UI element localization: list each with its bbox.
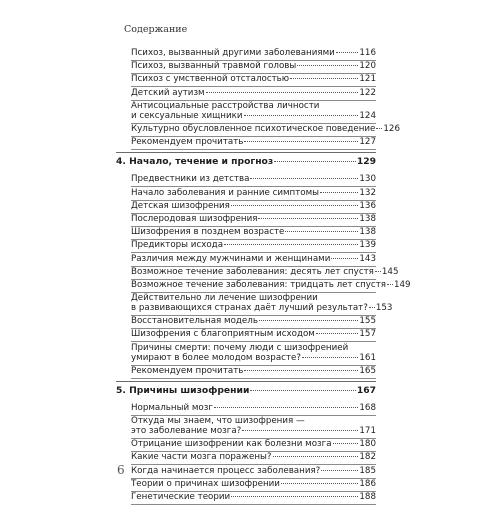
toc-entry-title: Рекомендуем прочитать bbox=[131, 137, 244, 147]
leader-dots bbox=[242, 430, 358, 431]
toc-entry[interactable] bbox=[131, 403, 376, 413]
toc-entry[interactable] bbox=[131, 452, 376, 462]
leader-dots bbox=[244, 370, 358, 371]
toc-entry[interactable] bbox=[131, 61, 376, 71]
toc-entry-page: 138 bbox=[359, 227, 376, 238]
toc-entry-title: это заболевание мозга? bbox=[131, 426, 242, 437]
toc-entry[interactable] bbox=[131, 439, 376, 449]
toc-entry-title-line1: Действительно ли лечение шизофрении bbox=[131, 293, 318, 304]
toc-entry[interactable] bbox=[131, 201, 376, 211]
toc-entry-title-line1: Антисоциальные расстройства личности bbox=[131, 100, 320, 111]
toc-entry-page: 188 bbox=[359, 492, 376, 502]
toc-entry[interactable] bbox=[131, 227, 376, 237]
running-head: Содержание bbox=[124, 24, 188, 35]
toc-chapter-4[interactable] bbox=[116, 157, 376, 167]
toc-entry[interactable] bbox=[131, 88, 376, 98]
leader-dots bbox=[369, 307, 375, 308]
toc-entry[interactable] bbox=[131, 280, 411, 290]
toc-entry[interactable] bbox=[131, 316, 376, 326]
leader-dots bbox=[273, 456, 359, 457]
leader-dots bbox=[258, 218, 358, 219]
toc-entry-title: умирают в более молодом возрасте? bbox=[131, 352, 301, 363]
toc-entry[interactable] bbox=[131, 329, 376, 339]
toc-entry[interactable] bbox=[131, 254, 376, 264]
toc-entry-title: Шизофрения в позднем возрасте bbox=[131, 227, 285, 238]
leader-dots bbox=[206, 92, 359, 93]
toc-entry-page: 130 bbox=[359, 174, 376, 185]
toc-entry[interactable] bbox=[131, 366, 376, 376]
leader-dots bbox=[285, 231, 358, 232]
toc-entry[interactable] bbox=[131, 492, 376, 502]
toc-entry-page: 171 bbox=[359, 426, 376, 437]
toc-entry-title-line1: Откуда мы знаем, что шизофрения — bbox=[131, 416, 305, 427]
toc-entry-page: 149 bbox=[394, 280, 411, 290]
toc-chapter-page: 129 bbox=[356, 156, 376, 168]
toc-entry-title: Теории о причинах шизофрении bbox=[131, 478, 280, 489]
leader-dots bbox=[259, 320, 358, 321]
leader-dots bbox=[331, 258, 358, 259]
toc-entry-page: 180 bbox=[359, 439, 376, 450]
leader-dots bbox=[274, 161, 356, 162]
leader-dots bbox=[244, 115, 359, 116]
toc-entry-title: Возможное течение заболевания: тридцать лет спустя bbox=[131, 280, 386, 290]
toc-entry-page: 139 bbox=[359, 240, 376, 251]
leader-dots bbox=[244, 141, 358, 142]
leader-dots bbox=[231, 205, 359, 206]
toc-entry[interactable] bbox=[131, 214, 376, 224]
leader-dots bbox=[316, 333, 359, 334]
toc-entry[interactable] bbox=[131, 240, 376, 250]
toc-entry-page: 155 bbox=[359, 316, 376, 327]
leader-dots bbox=[224, 244, 358, 245]
section-divider bbox=[116, 381, 376, 382]
toc-entry[interactable] bbox=[131, 466, 376, 476]
toc-entry-page: 153 bbox=[375, 303, 393, 314]
toc-entry[interactable] bbox=[131, 416, 376, 436]
toc-entry-page: 138 bbox=[359, 214, 376, 224]
toc-entry[interactable] bbox=[131, 137, 376, 147]
toc-entry-title: Нормальный мозг bbox=[131, 403, 213, 413]
toc-entry[interactable] bbox=[131, 479, 376, 489]
toc-entry-page: 132 bbox=[359, 187, 376, 198]
leader-dots bbox=[333, 443, 359, 444]
toc-entry-page: 168 bbox=[359, 403, 376, 413]
toc-entry-title: Шизофрения с благоприятным исходом bbox=[131, 329, 315, 340]
toc-entry-page: 157 bbox=[359, 329, 376, 340]
toc-entry-page: 124 bbox=[359, 110, 376, 121]
toc-entry-title: Начало заболевания и ранние симптомы bbox=[131, 187, 320, 198]
section-divider bbox=[116, 152, 376, 153]
toc-entry[interactable] bbox=[131, 74, 376, 84]
toc-entry-title: Восстановительная модель bbox=[131, 316, 258, 327]
toc-entry-page: 161 bbox=[359, 352, 376, 363]
leader-dots bbox=[320, 192, 358, 193]
leader-dots bbox=[336, 52, 359, 53]
toc-entry[interactable] bbox=[131, 343, 376, 363]
toc-entry-page: 186 bbox=[359, 478, 376, 489]
toc-entry-title: Психоз, вызванный другими заболеваниями bbox=[131, 48, 335, 58]
toc-entry[interactable] bbox=[131, 48, 376, 58]
toc-entry[interactable] bbox=[131, 101, 376, 121]
leader-dots bbox=[321, 470, 358, 471]
toc-chapter-5[interactable] bbox=[116, 386, 376, 396]
toc-entry-title: Возможное течение заболевания: десять лет спустя bbox=[131, 266, 374, 277]
toc-entry-title: Детский аутизм bbox=[131, 87, 205, 98]
toc-entry-page: 185 bbox=[359, 465, 376, 476]
leader-dots bbox=[376, 128, 382, 129]
leader-dots bbox=[387, 284, 393, 285]
leader-dots bbox=[302, 357, 358, 358]
leader-dots bbox=[250, 178, 358, 179]
toc-entry[interactable] bbox=[131, 174, 376, 184]
toc-entry-page: 126 bbox=[383, 123, 400, 134]
leader-dots bbox=[214, 407, 358, 408]
toc-chapter-title: 4. Начало, течение и прогноз bbox=[116, 156, 274, 168]
toc-entry-title: Когда начинается процесс заболевания? bbox=[131, 465, 321, 476]
toc-entry-page: 143 bbox=[359, 253, 376, 264]
toc-entry-title: Предикторы исхода bbox=[131, 240, 224, 251]
leader-dots bbox=[231, 496, 358, 497]
toc-entry-title: Различия между мужчинами и женщинами bbox=[131, 253, 331, 264]
toc-entry-title: Рекомендуем прочитать bbox=[131, 365, 244, 376]
toc-entry[interactable] bbox=[131, 266, 399, 277]
toc-entry-page: 182 bbox=[359, 452, 376, 463]
toc-entry-page: 116 bbox=[359, 48, 376, 58]
toc-entry-title: Психоз с умственной отсталостью bbox=[131, 74, 290, 85]
toc-entry[interactable] bbox=[131, 188, 376, 198]
page-number: 6 bbox=[117, 463, 125, 477]
toc-entry-title: Послеродовая шизофрения bbox=[131, 214, 258, 224]
toc-entry-page: 121 bbox=[359, 74, 376, 85]
toc-entry-title: Предвестники из детства bbox=[131, 174, 250, 185]
toc-entry[interactable] bbox=[131, 123, 400, 134]
toc-entry-title: Детская шизофрения bbox=[131, 200, 230, 211]
toc-entry-page: 145 bbox=[381, 266, 399, 277]
toc-chapter-page: 167 bbox=[356, 384, 376, 396]
toc-entry-page: 120 bbox=[359, 61, 376, 72]
leader-dots bbox=[281, 483, 358, 484]
leader-dots bbox=[375, 271, 381, 272]
toc-entry-title: Отрицание шизофрении как болезни мозга bbox=[131, 439, 332, 450]
toc-entry-title: Культурно обусловленное психотическое поведение bbox=[131, 123, 376, 134]
toc-entry-title: в развивающихся странах даёт лучший результат? bbox=[131, 303, 368, 314]
toc-entry-title: Генетические теории bbox=[131, 492, 231, 502]
toc-entry-page: 127 bbox=[359, 137, 376, 147]
toc-entry-title: и сексуальные хищники bbox=[131, 110, 243, 121]
leader-dots bbox=[297, 65, 358, 66]
leader-dots bbox=[250, 390, 355, 391]
toc-entry-title: Какие части мозга поражены? bbox=[131, 452, 272, 463]
toc-entry-title: Психоз, вызванный травмой головы bbox=[131, 61, 297, 72]
toc-chapter-title: 5. Причины шизофрении bbox=[116, 384, 250, 396]
toc-entry-page: 122 bbox=[359, 87, 376, 98]
toc-entry-title-line1: Причины смерти: почему люди с шизофренией bbox=[131, 342, 349, 353]
toc-entry-page: 136 bbox=[359, 200, 376, 211]
toc-entry-page: 165 bbox=[359, 365, 376, 376]
leader-dots bbox=[290, 78, 358, 79]
toc-entry[interactable] bbox=[131, 293, 393, 314]
